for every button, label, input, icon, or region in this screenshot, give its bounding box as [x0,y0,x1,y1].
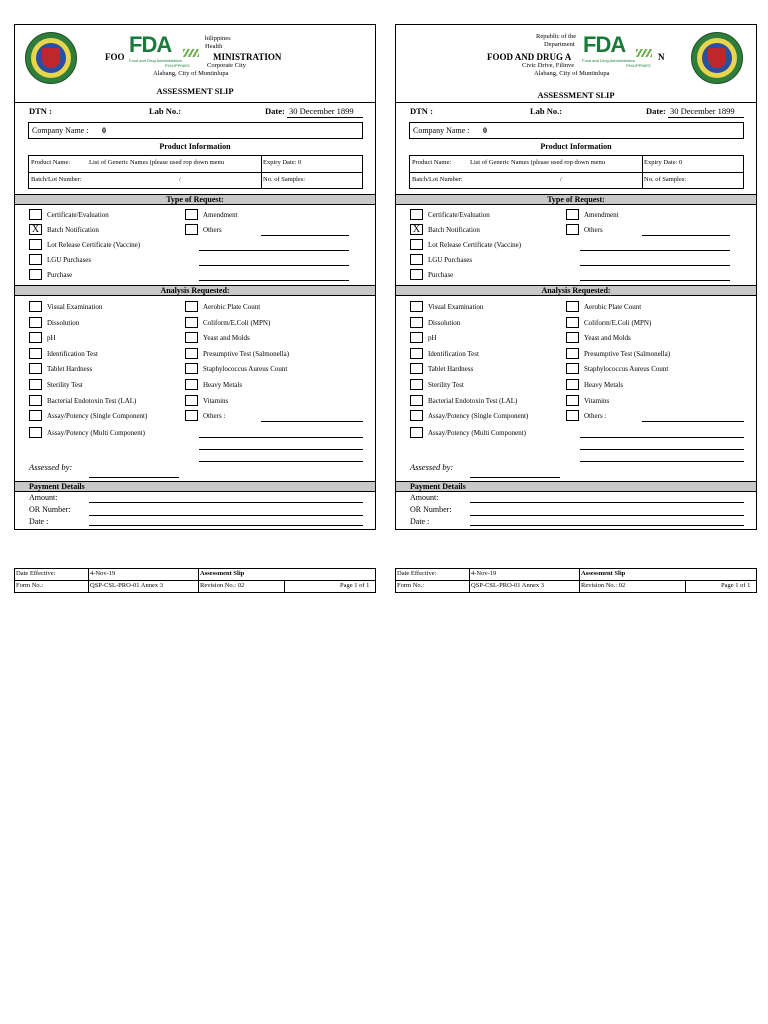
footer-form-label: Form No.: [16,582,44,589]
doh-seal-icon [691,32,743,84]
footer-form-value: QSP-CSL-PRO-01 Annex 3 [471,582,544,589]
checkbox-staph-aureus[interactable] [185,363,198,374]
assessment-slip-left: FDA Food and Drug Administration PHILIPPINES hilippines Health FOO MINISTRATION Corporate City Alabang, City of Muntinlupa ASSESSMENT SLIP DTN : Lab No.: Date: 30 December 1899 Company Name : 0 Product Information Product Name: List of Generic Names (please used rop down menu Expiry Date: 0 Batch/Lot Number: / No. of Samples: Type of Request: Certificate/Evaluation X Batch Notification Lot Release Certificate (Vaccine) LGU Purchases Purchase Amendment Others Analysis Requested: Visual Examination Dissolution pH Identification Test Tablet Hardness Sterility Test Bacterial Endotoxin Test (LAL) Assay/Potency (Single Component) Assay/Potency (Multi Component) Aerobic Plate Count Coliform/E.Coli (MPN) Yeast and Molds Presumptive Test (Salmonella) Staphylococcus Aureus Count Heavy Metals Vitamins Others : Assessed by: Payment Details Amount: OR Number: Date : [14,24,376,530]
header-agency-part1: FOOD AND DRUG A [487,52,572,62]
header-agency-part1: FOO [105,52,125,62]
payment-date-label: Date : [29,517,49,526]
footer-doc-title: Assessment Slip [581,570,626,577]
checkbox-staph-aureus[interactable] [566,363,579,374]
checkbox-amendment[interactable] [566,209,579,220]
checkbox-purchase[interactable] [29,269,42,280]
checkbox-identification[interactable] [29,348,42,359]
footer-doc-title: Assessment Slip [200,570,245,577]
samples-label: No. of Samples: [263,176,306,183]
footer-page: Page 1 of 1 [721,582,751,589]
analysis-requested-bar: Analysis Requested: [396,285,756,296]
header-address-1: Civic Drive, Filinve [522,62,575,69]
date-value[interactable]: 30 December 1899 [289,106,354,116]
assessed-by-label: Assessed by: [410,462,454,472]
fda-logo-stripes-icon [636,49,652,57]
doh-seal-icon [25,32,77,84]
company-name-label: Company Name : [413,126,470,135]
checkbox-sterility[interactable] [29,379,42,390]
payment-date-line[interactable] [89,525,363,526]
document-footer-left [14,568,376,593]
header-health: Health [205,43,223,50]
or-number-label: OR Number: [410,505,452,514]
checkbox-visual-exam[interactable] [410,301,423,312]
slip-title: ASSESSMENT SLIP [537,90,615,100]
dtn-label: DTN : [29,106,52,116]
checkbox-others-analysis[interactable] [185,410,198,421]
date-label: Date: [646,106,666,116]
checkbox-lot-release[interactable] [410,239,423,250]
footer-form-value: QSP-CSL-PRO-01 Annex 3 [90,582,163,589]
checkbox-tablet-hardness[interactable] [410,363,423,374]
checkbox-assay-multi[interactable] [29,427,42,438]
payment-details-bar: Payment Details [15,481,375,492]
assessed-by-label: Assessed by: [29,462,73,472]
product-name-label: Product Name: [412,159,452,166]
product-info-title: Product Information [540,142,612,151]
checkbox-sterility[interactable] [410,379,423,390]
header-agency-part2: N [658,52,665,62]
header-agency-part2: MINISTRATION [213,52,282,62]
checkbox-salmonella[interactable] [566,348,579,359]
batch-lot-label: Batch/Lot Number: [31,176,82,183]
date-value[interactable]: 30 December 1899 [670,106,735,116]
header-philippines: hilippines [205,35,231,42]
amount-label: Amount: [29,493,58,502]
fda-logo-stripes-icon [183,49,199,57]
header-republic: Republic of the [536,33,577,40]
type-of-request-bar: Type of Request: [396,194,756,205]
checkbox-others-request[interactable] [185,224,198,235]
checkbox-yeast-molds[interactable] [185,332,198,343]
checkbox-batch-notification[interactable]: X [410,224,423,235]
assessment-slip-right: Republic of the Department FDA Food and Drug Administration PHILIPPINES FOOD AND DRUG A N Civic Drive, Filinve Alabang, City of Muntinlupa ASSESSMENT SLIP DTN : Lab No.: Date: 30 December 1899 Company Name : 0 Product Information Product Name: List of Generic Names (please used rop down menu Expiry Date: 0 Batch/Lot Number: / No. of Samples: Type of Request: Certificate/Evaluation X Batch Notification Lot Release Certificate (Vaccine) LGU Purchases Purchase Amendment Others Analysis Requested: Visual Examination Dissolution pH Identification Test Tablet Hardness Sterility Test Bacterial Endotoxin Test (LAL) Assay/Potency (Single Component) Assay/Potency (Multi Component) Aerobic Plate Count Coliform/E.Coli (MPN) Yeast and Molds Presumptive Test (Salmonella) Staphylococcus Aureus Count Heavy Metals Vitamins Others : Assessed by: Payment Details Amount: OR Number: Date : [395,24,757,530]
fda-logo: FDA [129,32,172,57]
checkbox-assay-single[interactable] [410,410,423,421]
samples-label: No. of Samples: [644,176,687,183]
checkbox-others-request[interactable] [566,224,579,235]
footer-date-effective-value: 4-Nov-19 [90,570,116,577]
footer-date-effective-label: Date Effective: [397,570,437,577]
checkbox-yeast-molds[interactable] [566,332,579,343]
or-number-label: OR Number: [29,505,71,514]
checkbox-tablet-hardness[interactable] [29,363,42,374]
assessed-by-line[interactable] [89,477,179,478]
footer-revision: Revision No.: 02 [581,582,626,589]
checkbox-lot-release[interactable] [29,239,42,250]
checkbox-coliform[interactable] [566,317,579,328]
product-name-value[interactable]: List of Generic Names (please used rop down menu [470,159,606,166]
checkbox-certificate[interactable] [410,209,423,220]
footer-revision: Revision No.: 02 [200,582,245,589]
footer-date-effective-label: Date Effective: [16,570,56,577]
checkbox-lgu-purchases[interactable] [410,254,423,265]
slip-header: FDA Food and Drug Administration PHILIPPINES hilippines Health FOO MINISTRATION Corporate City Alabang, City of Muntinlupa ASSESSMENT SLIP [15,25,375,97]
payment-details-bar: Payment Details [396,481,756,492]
slip-title: ASSESSMENT SLIP [156,86,234,96]
checkbox-endotoxin[interactable] [410,395,423,406]
footer-page: Page 1 of 1 [340,582,370,589]
dtn-label: DTN : [410,106,433,116]
or-number-line[interactable] [89,515,363,516]
checkbox-visual-exam[interactable] [29,301,42,312]
expiry-date-label: Expiry Date: 0 [644,159,683,166]
product-name-label: Product Name: [31,159,71,166]
footer-date-effective-value: 4-Nov-19 [471,570,497,577]
checkbox-purchase[interactable] [410,269,423,280]
checkbox-identification[interactable] [410,348,423,359]
type-of-request-bar: Type of Request: [15,194,375,205]
batch-lot-value[interactable]: / [179,176,181,183]
checkbox-coliform[interactable] [185,317,198,328]
lab-no-label: Lab No.: [530,106,563,116]
checkbox-ph[interactable] [410,332,423,343]
company-name-value: 0 [102,126,106,135]
checkbox-dissolution[interactable] [29,317,42,328]
fda-logo: FDA [583,32,626,57]
product-info-title: Product Information [159,142,231,151]
amount-line[interactable] [89,502,363,503]
checkbox-aerobic-plate[interactable] [566,301,579,312]
assessed-by-line[interactable] [470,477,560,478]
checkbox-assay-single[interactable] [29,410,42,421]
amount-label: Amount: [410,493,439,502]
product-name-value[interactable]: List of Generic Names (please used rop down menu [89,159,225,166]
or-number-line[interactable] [470,515,744,516]
document-footer-right [395,568,757,593]
header-address-1: Corporate City [207,62,246,69]
company-name-value: 0 [483,126,487,135]
batch-lot-value[interactable]: / [560,176,562,183]
header-department: Department [544,41,575,48]
checkbox-certificate[interactable] [29,209,42,220]
header-address-2: Alabang, City of Muntinlupa [534,70,610,77]
checkbox-others-analysis[interactable] [566,410,579,421]
lab-no-label: Lab No.: [149,106,182,116]
footer-form-label: Form No.: [397,582,425,589]
payment-date-line[interactable] [470,525,744,526]
amount-line[interactable] [470,502,744,503]
checkbox-salmonella[interactable] [185,348,198,359]
company-name-label: Company Name : [32,126,89,135]
expiry-date-label: Expiry Date: 0 [263,159,302,166]
checkbox-heavy-metals[interactable] [185,379,198,390]
slip-header: Republic of the Department FDA Food and Drug Administration PHILIPPINES FOOD AND DRUG A N Civic Drive, Filinve Alabang, City of Muntinlupa ASSESSMENT SLIP [396,25,756,97]
header-address-2: Alabang, City of Muntinlupa [153,70,229,77]
checkbox-aerobic-plate[interactable] [185,301,198,312]
batch-lot-label: Batch/Lot Number: [412,176,463,183]
date-label: Date: [265,106,285,116]
payment-date-label: Date : [410,517,430,526]
checkbox-ph[interactable] [29,332,42,343]
checkbox-batch-notification[interactable]: X [29,224,42,235]
checkbox-dissolution[interactable] [410,317,423,328]
checkbox-vitamins[interactable] [185,395,198,406]
checkbox-assay-multi[interactable] [410,427,423,438]
checkbox-endotoxin[interactable] [29,395,42,406]
analysis-requested-bar: Analysis Requested: [15,285,375,296]
checkbox-lgu-purchases[interactable] [29,254,42,265]
checkbox-vitamins[interactable] [566,395,579,406]
checkbox-amendment[interactable] [185,209,198,220]
checkbox-heavy-metals[interactable] [566,379,579,390]
